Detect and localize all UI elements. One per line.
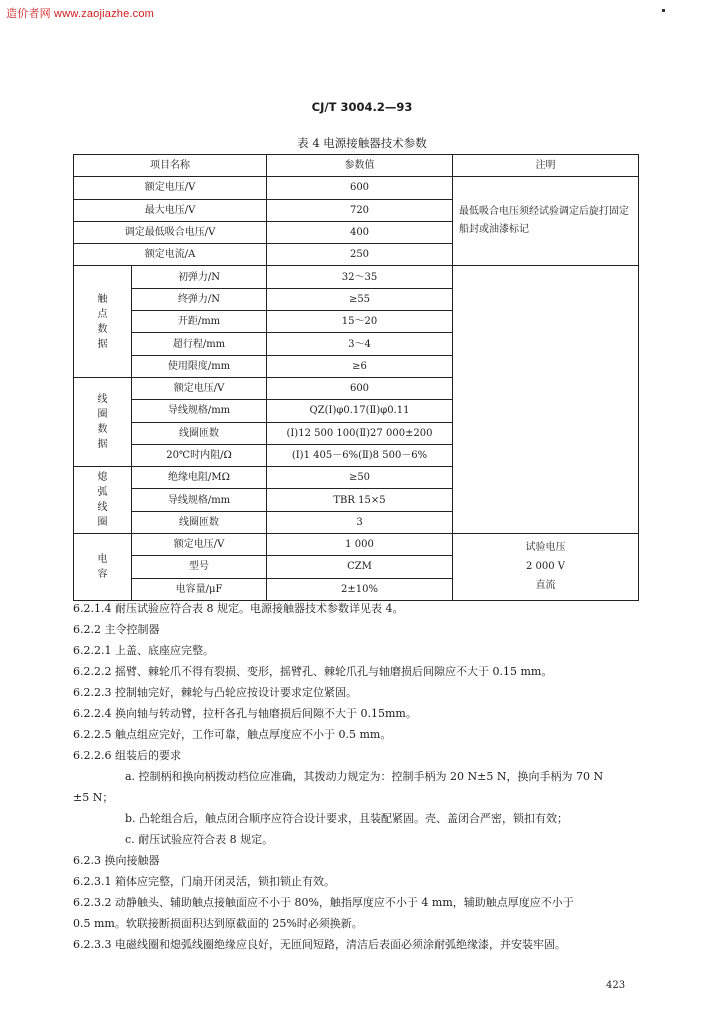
watermark: 造价者网 www.zaojiazhe.com xyxy=(6,8,155,20)
header-value: 参数值 xyxy=(267,155,453,177)
table-row xyxy=(74,177,639,199)
row-name: 额定电压/V xyxy=(74,177,267,199)
table-row xyxy=(74,534,639,556)
row-name: 导线规格/mm xyxy=(132,489,267,511)
clause-6-2-3-1: 6.2.3.1 箱体应完整，门扇开闭灵活，锁扣锁止有效。 xyxy=(73,875,335,888)
note-min-pickup: 最低吸合电压须经试验调定后旋打固定船封或油漆标记 xyxy=(453,177,639,266)
item-a-continued: ±5 N； xyxy=(73,791,114,804)
clause-6-2-2-6: 6.2.2.6 组装后的要求 xyxy=(73,749,181,762)
row-name: 初弹力/N xyxy=(132,266,267,288)
row-name: 超行程/mm xyxy=(132,333,267,355)
clause-6-2-3-2: 6.2.3.2 动静触头、辅助触点接触面应不小于 80%，触指厚度应不小于 4 mm，辅助触点厚度应不小于 xyxy=(73,896,574,909)
row-value: 1 000 xyxy=(267,534,453,556)
row-name: 电容量/μF xyxy=(132,578,267,600)
page-number: 423 xyxy=(606,980,626,991)
row-name: 最大电压/V xyxy=(74,199,267,221)
row-value: ≥6 xyxy=(267,355,453,377)
item-c: c. 耐压试验应符合表 8 规定。 xyxy=(125,833,274,846)
header-note: 注明 xyxy=(453,155,639,177)
row-value: 720 xyxy=(267,199,453,221)
item-a: a. 控制柄和换向柄拨动档位应准确，其拨动力规定为：控制手柄为 20 N±5 N，换向手柄为 70 N xyxy=(125,770,604,783)
row-name: 额定电压/V xyxy=(132,534,267,556)
row-value: (Ⅰ)12 500 100(Ⅱ)27 000±200 xyxy=(267,422,453,444)
table-header-row xyxy=(74,155,639,177)
row-value: 3～4 xyxy=(267,333,453,355)
row-name: 线圈匝数 xyxy=(132,511,267,533)
row-value: 32～35 xyxy=(267,266,453,288)
table-row xyxy=(74,266,639,288)
clause-6-2-2-5: 6.2.2.5 触点组应完好，工作可靠，触点厚度应不小于 0.5 mm。 xyxy=(73,728,392,741)
group-capacitor: 电 容 xyxy=(74,534,132,601)
row-value: 2±10% xyxy=(267,578,453,600)
row-value: 250 xyxy=(267,244,453,266)
row-name: 线圈匝数 xyxy=(132,422,267,444)
row-value: (Ⅰ)1 405－6%(Ⅱ)8 500－6% xyxy=(267,444,453,466)
group-coil-data: 线 圈 数 据 xyxy=(74,377,132,466)
row-value: 600 xyxy=(267,377,453,399)
clause-6-2-2-1: 6.2.2.1 上盖、底座应完整。 xyxy=(73,644,214,657)
test-voltage-label: 试验电压 xyxy=(525,542,566,554)
row-value: CZM xyxy=(267,556,453,578)
row-name: 额定电压/V xyxy=(132,377,267,399)
body-text xyxy=(73,598,641,955)
scan-speck xyxy=(662,9,665,12)
row-value: 400 xyxy=(267,221,453,243)
group-arc-coil: 熄 弧 线 圈 xyxy=(74,467,132,534)
clause-6-2-2-2: 6.2.2.2 摇臂、棘轮爪不得有裂损、变形，摇臂孔、棘轮爪孔与轴磨损后间隙应不大于 0.15 mm。 xyxy=(73,665,553,678)
table-caption: 表 4 电源接触器技术参数 xyxy=(297,136,427,150)
row-name: 型号 xyxy=(132,556,267,578)
row-name: 绝缘电阻/MΩ xyxy=(132,467,267,489)
item-b: b. 凸轮组合后，触点闭合顺序应符合设计要求，且装配紧固。壳、盖闭合严密，锁扣有效； xyxy=(125,812,569,825)
row-value: ≥55 xyxy=(267,288,453,310)
row-name: 导线规格/mm xyxy=(132,400,267,422)
group-contact-data: 触 点 数 据 xyxy=(74,266,132,377)
clause-6-2-2-4: 6.2.2.4 换向轴与转动臂，拉杆各孔与轴磨损后间隙不大于 0.15mm。 xyxy=(73,707,417,720)
note-empty xyxy=(453,266,639,534)
standard-number: CJ/T 3004.2—93 xyxy=(311,100,413,114)
heading-6-2-3: 6.2.3 换向接触器 xyxy=(73,854,160,867)
clause-6-2-3-2-continued: 0.5 mm。软联接断损面积达到原截面的 25%时必须换新。 xyxy=(73,917,363,930)
test-voltage-type: 直流 xyxy=(535,580,556,592)
spec-table xyxy=(73,154,639,601)
heading-6-2-2: 6.2.2 主令控制器 xyxy=(73,623,160,636)
row-name: 终弹力/N xyxy=(132,288,267,310)
row-value: 3 xyxy=(267,511,453,533)
row-value: 15～20 xyxy=(267,311,453,333)
test-voltage-value: 2 000 V xyxy=(525,561,566,573)
row-name: 使用限度/mm xyxy=(132,355,267,377)
note-test-voltage xyxy=(453,534,639,601)
row-name: 调定最低吸合电压/V xyxy=(74,221,267,243)
row-value: TBR 15×5 xyxy=(267,489,453,511)
row-name: 20℃时内阻/Ω xyxy=(132,444,267,466)
row-value: ≥50 xyxy=(267,467,453,489)
row-value: QZ(Ⅰ)φ0.17(Ⅱ)φ0.11 xyxy=(267,400,453,422)
row-name: 额定电流/A xyxy=(74,244,267,266)
clause-6-2-1-4: 6.2.1.4 耐压试验应符合表 8 规定。电源接触器技术参数详见表 4。 xyxy=(73,602,404,615)
row-value: 600 xyxy=(267,177,453,199)
clause-6-2-2-3: 6.2.2.3 控制轴完好，棘轮与凸轮应按设计要求定位紧固。 xyxy=(73,686,357,699)
clause-6-2-3-3: 6.2.3.3 电磁线圈和熄弧线圈绝缘应良好，无匝间短路，清洁后表面必须涂耐弧绝缘漆，并安装牢固。 xyxy=(73,938,566,951)
row-name: 开距/mm xyxy=(132,311,267,333)
header-item-name: 项目名称 xyxy=(74,155,267,177)
